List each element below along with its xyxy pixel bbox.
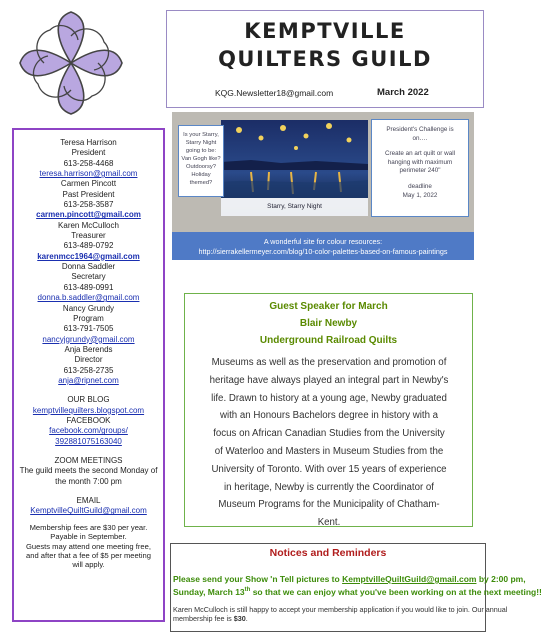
contact-name: Donna Saddler bbox=[61, 262, 116, 272]
card-text: Holiday bbox=[191, 172, 211, 178]
blog-heading: OUR BLOG bbox=[67, 395, 110, 405]
challenge-text: President's Challenge is bbox=[386, 126, 454, 133]
card-text: Is your Starry, bbox=[183, 132, 219, 138]
contact-phone: 613-258-4468 bbox=[63, 158, 114, 168]
challenge-text: perimeter 240" bbox=[399, 167, 441, 175]
speaker-bio-line: University of Toronto. With over 15 years of experience bbox=[211, 463, 447, 475]
issue-date: March 2022 bbox=[377, 87, 429, 98]
membership-notice-text: membership fee is bbox=[173, 614, 234, 624]
contact-email-link[interactable]: karenmcc1964@gmail.com bbox=[37, 251, 140, 261]
contact-phone: 613-489-0991 bbox=[63, 282, 114, 292]
contact-role: Secretary bbox=[71, 272, 106, 282]
card-text: themed? bbox=[189, 180, 213, 186]
guest-speaker-box bbox=[184, 293, 473, 527]
contact-name: Carmen Pincott bbox=[60, 179, 117, 189]
speaker-bio-line: in heritage, Newby is currently the Coordinator of bbox=[224, 481, 434, 493]
notice-text: Sunday, March 13 bbox=[173, 587, 245, 598]
notice-text: so that we can enjoy what you've been working on at the next meeting!! bbox=[250, 587, 542, 598]
speaker-bio bbox=[193, 354, 465, 532]
contact-email-link[interactable]: donna.b.saddler@gmail.com bbox=[37, 293, 140, 303]
notice-text: by 2:00 pm, bbox=[476, 574, 526, 584]
speaker-topic: Underground Railroad Quilts bbox=[259, 335, 398, 346]
membership-fee: $30 bbox=[233, 614, 246, 624]
speaker-bio-line: heritage have always played an integral part in Newby's bbox=[209, 374, 449, 386]
speaker-bio-line: Museum Programs for the Municipality of Chatham- bbox=[218, 499, 440, 511]
contact-email-link[interactable]: nancyjgrundy@gmail.com bbox=[42, 334, 135, 344]
membership-info: Guests may attend one meeting free, bbox=[26, 541, 151, 551]
resources-link[interactable]: http://sierrakellermeyer.com/blog/10-color-palettes-based-on-famous-paintings bbox=[198, 246, 448, 256]
membership-notice-text: . bbox=[245, 614, 248, 624]
contact-phone: 613-489-0792 bbox=[63, 241, 114, 251]
contact-name: Karen McCulloch bbox=[58, 220, 119, 230]
card-text: Van Gogh like? bbox=[181, 156, 221, 162]
newsletter-email: KQG.Newsletter18@gmail.com bbox=[215, 88, 334, 98]
speaker-bio-line: Museums as well as the preservation and promotion of bbox=[211, 357, 447, 368]
facebook-link[interactable]: 392881075163040 bbox=[55, 436, 122, 446]
notices-title: Notices and Reminders bbox=[269, 547, 387, 559]
speaker-name: Blair Newby bbox=[299, 318, 358, 329]
contact-name: Teresa Harrison bbox=[60, 138, 117, 147]
speaker-bio-line: of Waterloo and Masters in Museum Studies from the bbox=[214, 445, 444, 457]
challenge-text: hanging with maximum bbox=[387, 158, 453, 166]
presidents-challenge-card bbox=[371, 119, 469, 217]
speaker-bio-line: with an Honours Bachelors degree in history with a bbox=[219, 410, 439, 422]
blog-link[interactable]: kemptvillequilters.blogspot.com bbox=[32, 405, 145, 415]
facebook-link[interactable]: facebook.com/groups/ bbox=[49, 426, 128, 436]
speaker-bio-line: Kent. bbox=[317, 517, 341, 529]
contact-name: Anja Berends bbox=[64, 344, 113, 354]
zoom-info: The guild meets the second Monday of bbox=[19, 466, 158, 476]
notice-superscript: th bbox=[244, 587, 251, 594]
masthead-title-line-2: QUILTERS GUILD bbox=[218, 47, 432, 71]
email-heading: EMAIL bbox=[76, 496, 101, 505]
contact-role: Program bbox=[73, 313, 104, 323]
membership-info: and after that a fee of $5 per meeting bbox=[26, 550, 151, 560]
challenge-text: on…. bbox=[412, 134, 428, 142]
guild-email-link[interactable]: KemptvilleQuiltGuild@gmail.com bbox=[30, 506, 147, 516]
resources-label: A wonderful site for colour resources: bbox=[263, 237, 383, 246]
contact-role: President bbox=[71, 148, 106, 158]
contacts-sidebar bbox=[12, 128, 165, 622]
membership-notice-text: Karen McCulloch is still happy to accept your membership application if you would like to join. Our annual bbox=[173, 605, 508, 614]
speaker-bio-line: life. Drawn to history at a young age, Newby graduated bbox=[211, 392, 447, 404]
contact-phone: 613-258-2735 bbox=[63, 365, 114, 375]
membership-notice bbox=[173, 605, 508, 624]
contact-role: Treasurer bbox=[71, 231, 106, 241]
contact-phone: 613-258-3587 bbox=[63, 200, 114, 210]
challenge-text: Create an art quilt or wall bbox=[385, 150, 455, 158]
notice-text: Please send your Show 'n Tell pictures to bbox=[173, 574, 343, 584]
contact-email-link[interactable]: carmen.pincott@gmail.com bbox=[36, 210, 141, 220]
masthead-title-line-1: KEMPTVILLE bbox=[244, 19, 406, 43]
painting-caption: Starry, Starry Night bbox=[221, 198, 368, 216]
contact-phone: 613-791-7505 bbox=[63, 324, 114, 334]
contact-role: Director bbox=[74, 355, 103, 365]
zoom-heading: ZOOM MEETINGS bbox=[54, 455, 123, 465]
colour-resources-bar bbox=[172, 232, 474, 260]
card-text: Starry Night bbox=[185, 140, 217, 146]
guild-email-link[interactable]: KemptvilleQuiltGuild@gmail.com bbox=[342, 574, 477, 584]
contact-name: Nancy Grundy bbox=[62, 303, 115, 313]
starry-night-painting bbox=[221, 120, 368, 216]
card-text: Outdoorsy? bbox=[186, 164, 216, 170]
facebook-heading: FACEBOOK bbox=[66, 415, 111, 425]
speaker-bio-line: focus on African Canadian Studies from the University bbox=[213, 428, 445, 440]
show-and-tell-notice bbox=[173, 574, 542, 599]
membership-info: will apply. bbox=[72, 560, 105, 570]
starry-night-question-card bbox=[178, 125, 224, 197]
contact-email-link[interactable]: anja@ripnet.com bbox=[58, 375, 119, 385]
challenge-deadline: deadline bbox=[408, 182, 432, 190]
speaker-heading: Guest Speaker for March bbox=[269, 301, 388, 312]
challenge-deadline: May 1, 2022 bbox=[402, 191, 438, 199]
contact-role: Past President bbox=[62, 189, 115, 199]
masthead-box bbox=[166, 10, 484, 108]
contact-email-link[interactable]: teresa.harrison@gmail.com bbox=[39, 169, 138, 179]
membership-info: Membership fees are $30 per year. bbox=[29, 522, 148, 532]
membership-info: Payable in September. bbox=[50, 532, 127, 542]
card-text: going to be: bbox=[185, 148, 217, 154]
guild-logo-icon bbox=[14, 6, 128, 120]
zoom-info: the month 7:00 pm bbox=[55, 476, 122, 486]
